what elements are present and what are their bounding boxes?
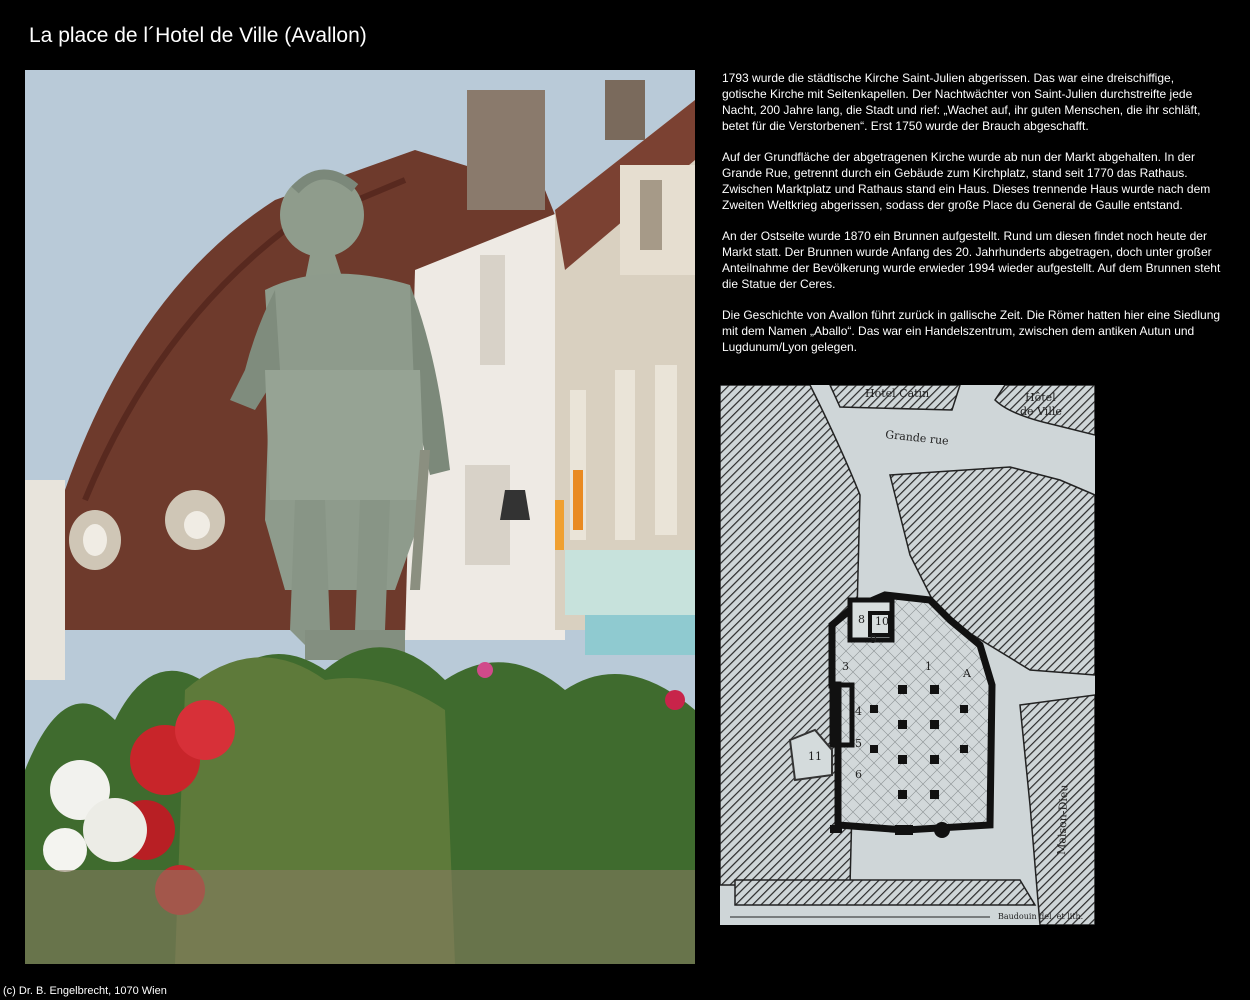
room-number: 8 bbox=[858, 613, 865, 626]
plan-label-credit: Baudouin del. et lith. bbox=[998, 912, 1084, 921]
description-text bbox=[722, 70, 1222, 370]
room-number: 1 bbox=[925, 660, 932, 673]
paragraph-fountain: An der Ostseite wurde 1870 ein Brunnen aufgestellt. Rund um diesen findet noch heute der Markt statt. Der Brunnen wurde Anfang des 20. Jahrhunderts abgetragen, doch unter großer Anteilnahme der Bevölkerung wurde erwieder 1994 wieder aufgestellt. Auf dem Brunnen steht die Statue der Ceres. bbox=[722, 229, 1221, 291]
plan-label-hotel: Hôtel bbox=[1025, 391, 1056, 404]
church-floor-plan bbox=[720, 385, 1095, 925]
plan-label-maison-dieu: Maison-Dieu bbox=[1055, 784, 1071, 856]
floor-plan-image bbox=[720, 385, 1095, 925]
room-number: 4 bbox=[855, 705, 862, 718]
paragraph-saint-julien: 1793 wurde die städtische Kirche Saint-Julien abgerissen. Das war eine dreischiffige, gotische Kirche mit Seitenkapellen. Der Nachtwächter von Saint-Julien durchstreifte jede Nacht, 200 Jahre lang, die Stadt und rief: „Wachet auf, ihr guten Menschen, die ihr schläft, betet für die Verstorbenen“. Erst 1750 wurde der Brauch abgeschafft. bbox=[722, 71, 1201, 133]
paragraph-history: Die Geschichte von Avallon führt zurück in gallische Zeit. Die Römer hatten hier eine Siedlung mit dem Namen „Aballo“. Das war ein Handelszentrum, zwischen dem antiken Autun und Lugdunum/Lyon gelegen. bbox=[722, 308, 1221, 354]
statue-of-ceres-image bbox=[25, 70, 695, 964]
room-number: 5 bbox=[855, 737, 862, 750]
room-number: 6 bbox=[855, 768, 862, 781]
plan-label-grande-rue: Grande rue bbox=[884, 428, 950, 448]
paragraph-market: Auf der Grundfläche der abgetragenen Kirche wurde ab nun der Markt abgehalten. In der Grande Rue, getrennt durch ein Gebäude zum Kirchplatz, stand seit 1770 das Rathaus. Zwischen Marktplatz und Rathaus stand ein Haus. Dieses trennende Haus wurde nach dem Zweiten Weltkrieg abgerissen, sodass der große Place du General de Gaulle entstand. bbox=[722, 150, 1211, 212]
room-number: 11 bbox=[808, 750, 822, 763]
room-number: 9 bbox=[870, 633, 877, 646]
page-title: La place de l´Hotel de Ville (Avallon) bbox=[29, 24, 367, 47]
plan-label-de-ville: de Ville bbox=[1020, 405, 1062, 418]
room-number: 3 bbox=[842, 660, 849, 673]
room-number: A bbox=[963, 667, 971, 680]
plan-label-hotel-catin: Hotel Catin bbox=[865, 387, 930, 400]
statue-photo bbox=[25, 70, 695, 964]
room-number: 10 bbox=[875, 615, 889, 628]
copyright-notice: (c) Dr. B. Engelbrecht, 1070 Wien bbox=[3, 985, 167, 997]
